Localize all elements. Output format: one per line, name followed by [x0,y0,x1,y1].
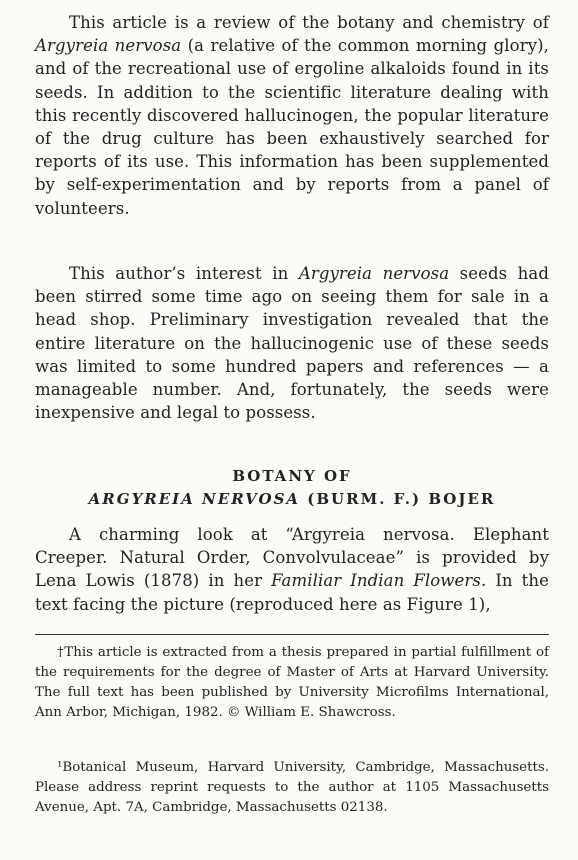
intro-paragraph: This article is a review of the botany and chemistry of Argyreia nervosa (a relative of the common morning glory), and of the recreational use of ergoline alkaloids found in its seeds. In addition to the scientific literature dealing with this recently discovered hallucinogen, the popular literature of the drug culture has been exhaustively searched for reports of its use. This information has been supplemented by self-experimentation and by reports from a panel of volunteers. [35,13,550,218]
italic-phrase: Argyreia nervosa [298,264,450,283]
section-heading-species: ARGYREIA NERVOSA [88,490,301,508]
section-heading-authority: (BURM. F.) BOJER [300,490,496,508]
author-interest-paragraph: This author’s interest in Argyreia nervosa seeds had been stirred some time ago on seeing them for sale in a head shop. Preliminary investigation revealed that the entire literature on the hallucinogenic use of these seeds was limited to some hundred papers and references — a manageable number. And, fortunately, the seeds were inexpensive and legal to possess. [35,264,550,423]
footnote-thesis: †This article is extracted from a thesis prepared in partial fulfillment of the requirements for the degree of Master of Arts at Harvard University. The full text has been published by University Microfilms International, Ann Arbor, Michigan, 1982. © William E. Shawcross. [35,645,549,720]
botany-paragraph: A charming look at “Argyreia nervosa. Elephant Creeper. Natural Order, Convolvulaceae” is provided by Lena Lowis (1878) in her Familiar Indian Flowers. In the text facing the picture (reproduced here as Figure 1), [35,525,550,614]
italic-phrase: Familiar Indian Flowers. [271,571,487,591]
section-heading-line1: BOTANY OF [232,467,352,485]
italic-phrase: Argyreia nervosa [35,36,182,56]
footnote-affiliation: ¹Botanical Museum, Harvard University, Cambridge, Massachusetts. Please address reprint requests to the author at 1105 Massachusetts Avenue, Apt. 7A, Cambridge, Massachusetts 02138. [35,760,549,815]
section-heading-line2 [35,488,549,510]
footnote-divider [35,634,549,635]
